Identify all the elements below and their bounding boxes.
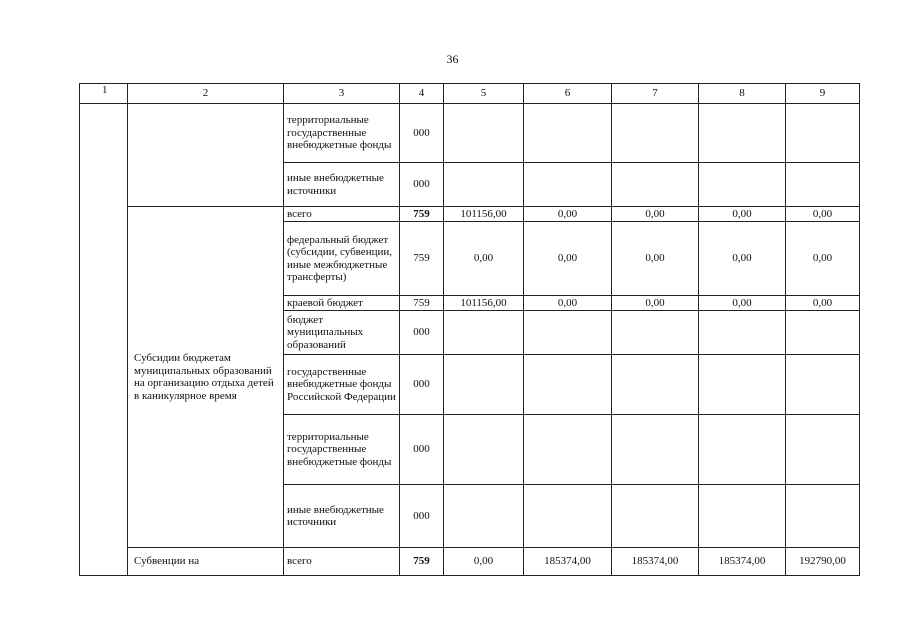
- code-cell: 759: [400, 296, 444, 311]
- value-cell: [612, 415, 699, 485]
- value-cell: [524, 311, 612, 355]
- value-cell: [699, 355, 786, 415]
- value-cell: [612, 104, 699, 163]
- code-cell: 000: [400, 415, 444, 485]
- value-cell: [524, 104, 612, 163]
- source-cell: всего: [284, 548, 400, 576]
- value-cell: 0,00: [444, 222, 524, 296]
- value-cell: 0,00: [699, 296, 786, 311]
- col-header-4: 4: [400, 84, 444, 104]
- value-cell: 0,00: [786, 222, 860, 296]
- value-cell: [444, 485, 524, 548]
- value-cell: 0,00: [612, 296, 699, 311]
- value-cell: [444, 311, 524, 355]
- col-header-3: 3: [284, 84, 400, 104]
- col-header-5: 5: [444, 84, 524, 104]
- value-cell: [699, 311, 786, 355]
- value-cell: [699, 415, 786, 485]
- value-cell: 101156,00: [444, 296, 524, 311]
- value-cell: 0,00: [612, 222, 699, 296]
- source-cell: территориальные государственные внебюджетные фонды: [284, 104, 400, 163]
- value-cell: [444, 415, 524, 485]
- value-cell: [786, 104, 860, 163]
- value-cell: [444, 104, 524, 163]
- programme-name: Субсидии бюджетам муниципальных образований на организацию отдыха детей в каникулярное время: [128, 207, 284, 548]
- value-cell: 0,00: [699, 207, 786, 222]
- value-cell: 185374,00: [524, 548, 612, 576]
- source-cell: территориальные государственные внебюджетные фонды: [284, 415, 400, 485]
- value-cell: [524, 485, 612, 548]
- value-cell: 0,00: [524, 222, 612, 296]
- code-cell: 000: [400, 355, 444, 415]
- value-cell: 192790,00: [786, 548, 860, 576]
- source-cell: федеральный бюджет (субсидии, субвенции, иные межбюджетные трансферты): [284, 222, 400, 296]
- code-cell: 759: [400, 548, 444, 576]
- value-cell: 185374,00: [699, 548, 786, 576]
- code-cell: 000: [400, 311, 444, 355]
- col-header-1: 1: [80, 84, 128, 104]
- value-cell: 0,00: [612, 207, 699, 222]
- value-cell: [612, 355, 699, 415]
- value-cell: [699, 485, 786, 548]
- value-cell: 0,00: [786, 296, 860, 311]
- value-cell: [699, 104, 786, 163]
- value-cell: [612, 485, 699, 548]
- value-cell: 0,00: [444, 548, 524, 576]
- number-cell: [80, 104, 128, 576]
- source-cell: бюджет муниципальных образований: [284, 311, 400, 355]
- table-header-row: [80, 84, 860, 104]
- code-cell: 759: [400, 207, 444, 222]
- col-header-6: 6: [524, 84, 612, 104]
- code-cell: 000: [400, 485, 444, 548]
- page-number: 36: [446, 52, 459, 66]
- programme-name: Субвенции на: [128, 548, 284, 576]
- budget-table: [79, 83, 860, 576]
- value-cell: [786, 311, 860, 355]
- value-cell: 0,00: [524, 296, 612, 311]
- table-row: [80, 548, 860, 576]
- code-cell: 000: [400, 104, 444, 163]
- value-cell: 101156,00: [444, 207, 524, 222]
- value-cell: [612, 163, 699, 207]
- value-cell: [786, 415, 860, 485]
- source-cell: всего: [284, 207, 400, 222]
- source-cell: краевой бюджет: [284, 296, 400, 311]
- col-header-8: 8: [699, 84, 786, 104]
- value-cell: [524, 163, 612, 207]
- value-cell: [524, 415, 612, 485]
- value-cell: [612, 311, 699, 355]
- source-cell: государственные внебюджетные фонды Российской Федерации: [284, 355, 400, 415]
- value-cell: [786, 163, 860, 207]
- source-cell: иные внебюджетные источники: [284, 163, 400, 207]
- value-cell: [524, 355, 612, 415]
- programme-cell: [128, 104, 284, 207]
- value-cell: 0,00: [524, 207, 612, 222]
- source-cell: иные внебюджетные источники: [284, 485, 400, 548]
- value-cell: [444, 163, 524, 207]
- code-cell: 000: [400, 163, 444, 207]
- col-header-7: 7: [612, 84, 699, 104]
- value-cell: 185374,00: [612, 548, 699, 576]
- value-cell: [786, 355, 860, 415]
- value-cell: 0,00: [786, 207, 860, 222]
- col-header-2: 2: [128, 84, 284, 104]
- value-cell: 0,00: [699, 222, 786, 296]
- code-cell: 759: [400, 222, 444, 296]
- table-row: [80, 104, 860, 163]
- value-cell: [786, 485, 860, 548]
- value-cell: [699, 163, 786, 207]
- col-header-9: 9: [786, 84, 860, 104]
- value-cell: [444, 355, 524, 415]
- table-row: [80, 207, 860, 222]
